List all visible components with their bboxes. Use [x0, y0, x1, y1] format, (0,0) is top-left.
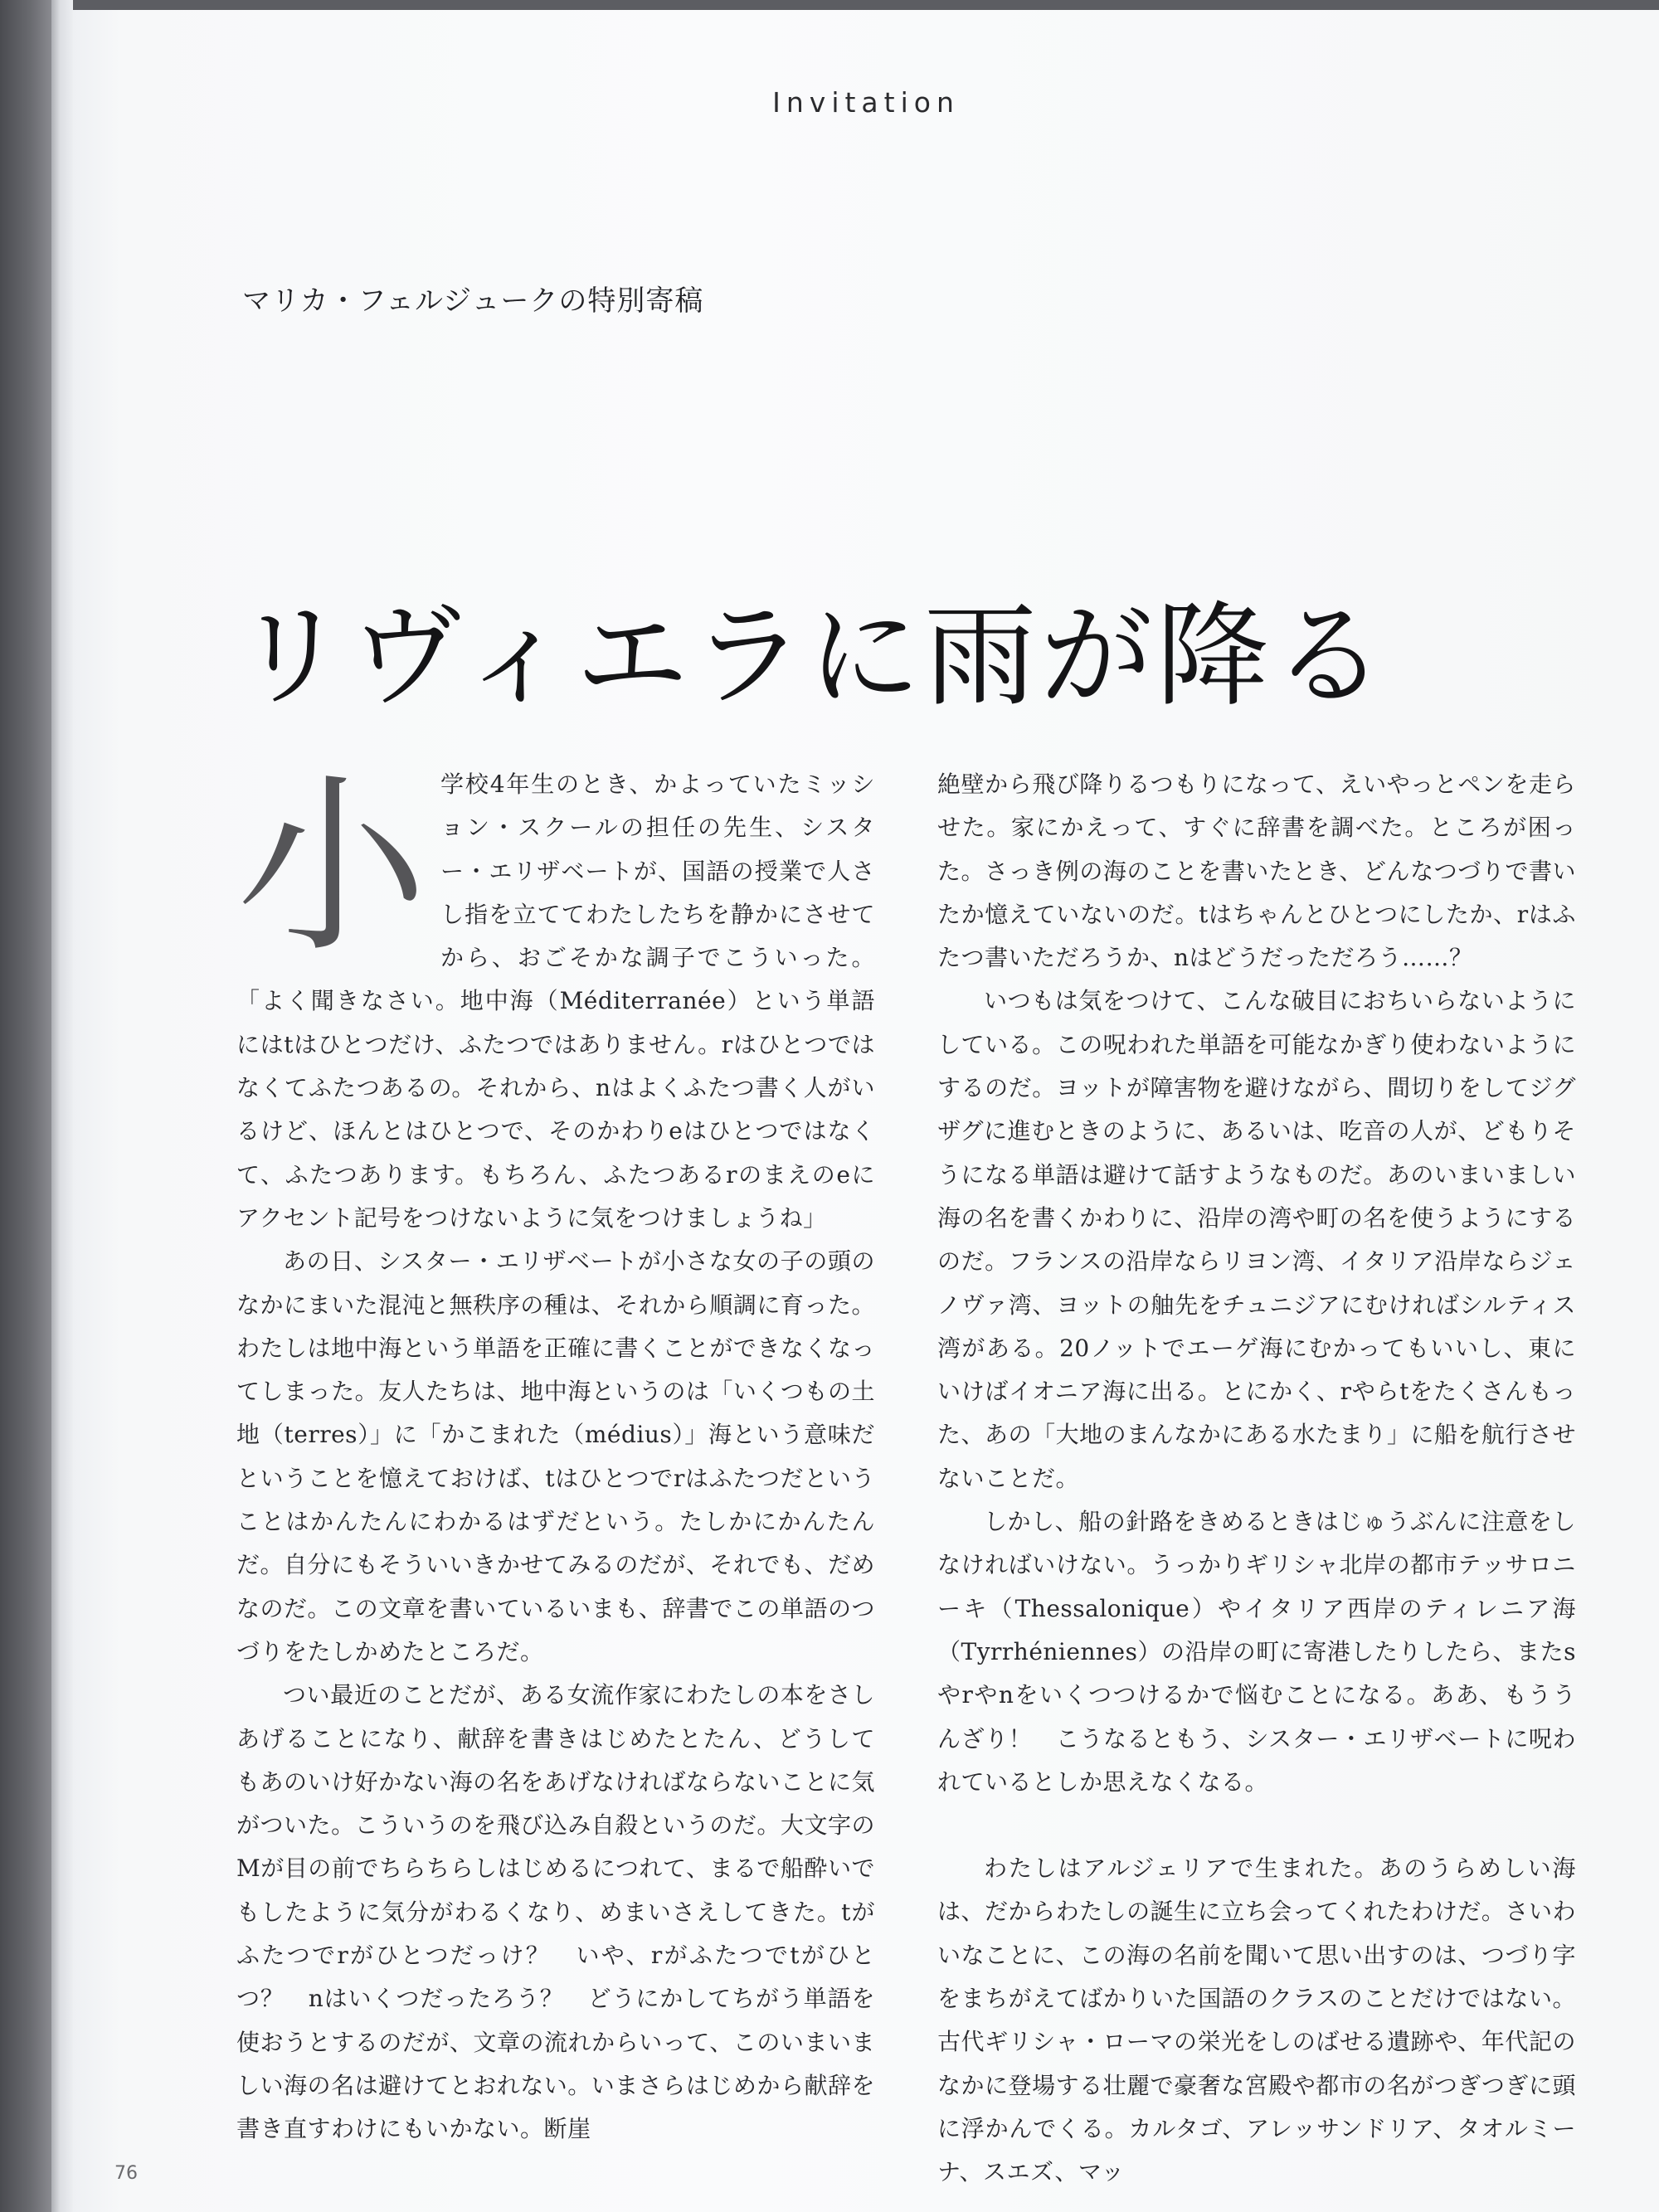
article-title: リヴィエラに雨が降る — [234, 591, 1389, 723]
paragraph: いつもは気をつけて、こんな破目におちいらないようにしている。この呪われた単語を可能なかぎり使わないようにするのだ。ヨットが障害物を避けながら、間切りをしてジグザグに進むときのように、あるいは、吃音の人が、どもりそうになる単語は避けて話すようなものだ。あのいまいましい海の名を書くかわりに、沿岸の湾や町の名を使うようにするのだ。フランスの沿岸ならリヨン湾、イタリア沿岸ならジェノヴァ湾、ヨットの舳先をチュニジアにむければシルティス湾がある。20ノットでエーゲ海にむかってもいいし、東にいけばイオニア海に出る。とにかく、rやらtをたくさんもった、あの「大地のまんなかにある水たまり」に船を航行させないことだ。 — [937, 987, 1576, 1492]
paragraph: あの日、シスター・エリザベートが小さな女の子の頭のなかにまいた混沌と無秩序の種は、それから順調に育った。わたしは地中海という単語を正確に書くことができなくなってしまった。友人たちは、地中海というのは「いくつもの土地（terres）」に「かこまれた（médius）」海という意味だということを憶えておけば、tはひとつでrはふたつだということはかんたんにわかるはずだという。たしかにかんたんだ。自分にもそういいきかせてみるのだが、それでも、だめなのだ。この文章を書いているいまも、辞書でこの単語のつづりをたしかめたところだ。 — [236, 1247, 875, 1665]
page-number: 76 — [114, 2163, 138, 2184]
paragraph: 学校4年生のとき、かよっていたミッション・スクールの担任の先生、シスター・エリザベートが、国語の授業で人さし指を立ててわたしたちを静かにさせてから、おごそかな調子でこういった。「よく聞きなさい。地中海（Méditerranée）という単語にはtはひとつだけ、ふたつではありません。rはひとつではなくてふたつあるの。それから、nはよくふたつ書く人がいるけど、ほんとはひとつで、そのかわりeはひとつではなくて、ふたつあります。もちろん、ふたつあるrのまえのeにアクセント記号をつけないように気をつけましょうね」 — [236, 771, 875, 1232]
section-header: Invitation — [772, 86, 960, 119]
paragraph: わたしはアルジェリアで生まれた。あのうらめしい海は、だからわたしの誕生に立ち会ってくれたわけだ。さいわいなことに、この海の名前を聞いて思い出すのは、つづり字をまちがえてばかりいた国語のクラスのことだけではない。古代ギリシャ・ローマの栄光をしのばせる遺跡や、年代記のなかに登場する壮麗で豪奢な宮殿や都市の名がつぎつぎに頭に浮かんでくる。カルタゴ、アレッサンドリア、タオルミーナ、スエズ、マッ — [937, 1855, 1576, 2186]
paragraph: 絶壁から飛び降りるつもりになって、えいやっとペンを走らせた。家にかえって、すぐに辞書を調べた。ところが困った。さっき例の海のことを書いたとき、どんなつづりで書いたか憶えていないのだ。tはちゃんとひとつにしたか、rはふたつ書いただろうか、nはどうだっただろう……？ — [937, 771, 1576, 972]
scanner-border-top — [0, 0, 1659, 10]
drop-cap: 小 — [236, 757, 428, 979]
article-subtitle: マリカ・フェルジュークの特別寄稿 — [242, 284, 704, 318]
section-break — [937, 1804, 1576, 1847]
paragraph: つい最近のことだが、ある女流作家にわたしの本をさしあげることになり、献辞を書きはじめたとたん、どうしてもあのいけ好かない海の名をあげなければならないことに気がついた。こういうのを飛び込み自殺というのだ。大文字のMが目の前でちらちらしはじめるにつれて、まるで船酔いでもしたように気分がわるくなり、めまいさえしてきた。tがふたつでrがひとつだっけ？ いや、rがふたつでtがひとつ？ nはいくつだったろう？ どうにかしてちがう単語を使おうとするのだが、文章の流れからいって、このいまいましい海の名は避けてとおれない。いまさらはじめから献辞を書き直すわけにもいかない。断崖 — [236, 1681, 875, 2143]
text-column-right — [937, 763, 1576, 2195]
paragraph: しかし、船の針路をきめるときはじゅうぶんに注意をしなければいけない。うっかりギリシャ北岸の都市テッサロニーキ（Thessalonique）やイタリア西岸のティレニア海（Tyrrhéniennes）の沿岸の町に寄港したりしたら、またsやrやnをいくつつけるかで悩むことになる。ああ、もううんざり！ こうなるともう、シスター・エリザベートに呪われているとしか思えなくなる。 — [937, 1508, 1576, 1796]
scanner-border-left — [0, 0, 51, 2212]
text-column-left — [236, 757, 875, 2151]
page-spine-shadow — [51, 0, 73, 2212]
